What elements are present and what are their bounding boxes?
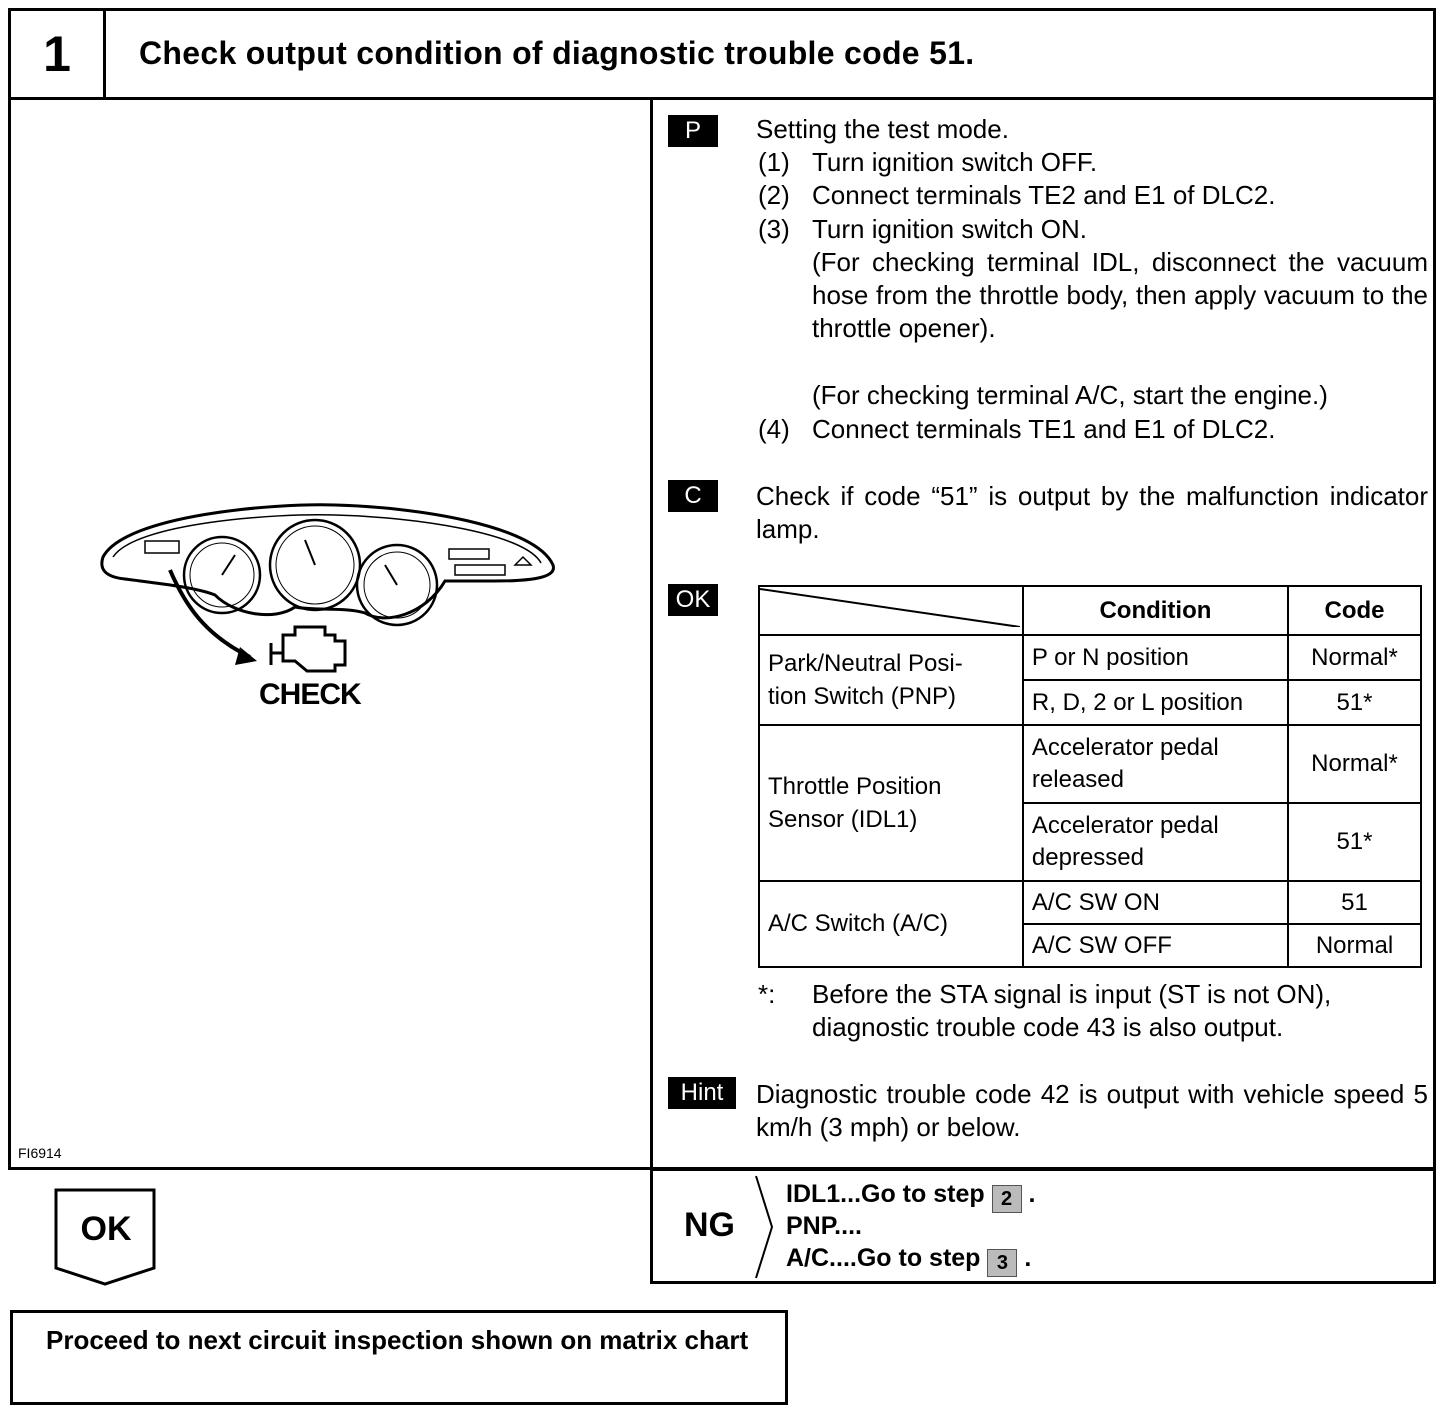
ng-line-end: . [1028,1180,1036,1208]
step-header [8,8,1436,100]
code-cell: 51* [1288,680,1421,725]
condition-cell [1023,725,1288,803]
table-row-label [759,725,1023,881]
condition-cell: A/C SW ON [1023,881,1288,924]
step-num: (4) [758,414,790,444]
step-text: Turn ignition switch OFF. [812,147,1098,177]
table-row-label: A/C Switch (A/C) [759,881,1023,967]
ng-line-pnp: PNP.... [786,1212,862,1240]
footnote-mark: *: [758,979,776,1009]
condition-text: Accelerator pedal released [1031,734,1219,793]
procedure-intro: Setting the test mode. [756,114,1009,144]
hint-text: Diagnostic trouble code 42 is output with vehicle speed 5 km/h (3 mph) or below. [756,1079,1428,1142]
ng-bracket [752,1172,778,1282]
step-ref-badge: 2 [992,1185,1022,1213]
ng-line-text: IDL1...Go to step [786,1180,985,1208]
step-num: (1) [758,147,790,177]
code-cell: 51* [1288,803,1421,881]
ng-label: NG [684,1206,735,1244]
ng-line-ac [786,1242,1031,1277]
row-label-text: Throttle Position Sensor (IDL1) [768,773,942,833]
condition-cell: R, D, 2 or L position [1023,680,1288,725]
ac-note: (For checking terminal A/C, start the engine.) [812,380,1328,410]
column-divider [650,98,653,1284]
table-corner-cell [759,586,1023,635]
c-tag: C [668,480,718,512]
step-num: (2) [758,180,790,210]
condition-cell: A/C SW OFF [1023,924,1288,967]
ok-tag: OK [668,584,718,616]
column-header: Condition [1023,586,1288,635]
p-tag: P [668,115,718,147]
step-text: Turn ignition switch ON. [812,214,1088,244]
step-ref-badge: 3 [987,1249,1017,1277]
condition-cell: P or N position [1023,635,1288,680]
next-step-text: Proceed to next circuit inspection shown on matrix chart [46,1325,749,1355]
row-label-text: Park/Neutral Posi-tion Switch (PNP) [768,650,963,710]
column-header: Code [1288,586,1421,635]
hint-tag: Hint [668,1077,736,1109]
ng-line-end: . [1024,1244,1032,1272]
table-row-label [759,635,1023,725]
figure-id: FI6914 [18,1145,62,1161]
step-text: Connect terminals TE1 and E1 of DLC2. [812,414,1276,444]
step-text: Connect terminals TE2 and E1 of DLC2. [812,180,1276,210]
step-num: (3) [758,214,790,244]
condition-table [758,585,1422,968]
ok-result-label: OK [80,1210,132,1248]
ng-line-idl1 [786,1178,1035,1213]
idl-note: (For checking terminal IDL, disconnect the vacuum hose from the throttle body, then apply vacuum to the throttle opener). [812,247,1428,343]
check-engine-label: CHECK [259,678,361,711]
condition-text: Accelerator pedal depressed [1031,812,1219,871]
code-cell: Normal* [1288,635,1421,680]
ng-line-text: A/C....Go to step [786,1244,981,1272]
step-number: 1 [11,11,106,97]
code-cell: Normal* [1288,725,1421,803]
check-text: Check if code “51” is output by the malfunction indicator lamp. [756,481,1428,544]
step-title: Check output condition of diagnostic trouble code 51. [139,35,975,71]
code-cell: 51 [1288,881,1421,924]
condition-cell [1023,803,1288,881]
code-cell: Normal [1288,924,1421,967]
footnote-text: Before the STA signal is input (ST is not ON), diagnostic trouble code 43 is also output. [812,979,1332,1042]
diagonal-line [760,587,1020,627]
